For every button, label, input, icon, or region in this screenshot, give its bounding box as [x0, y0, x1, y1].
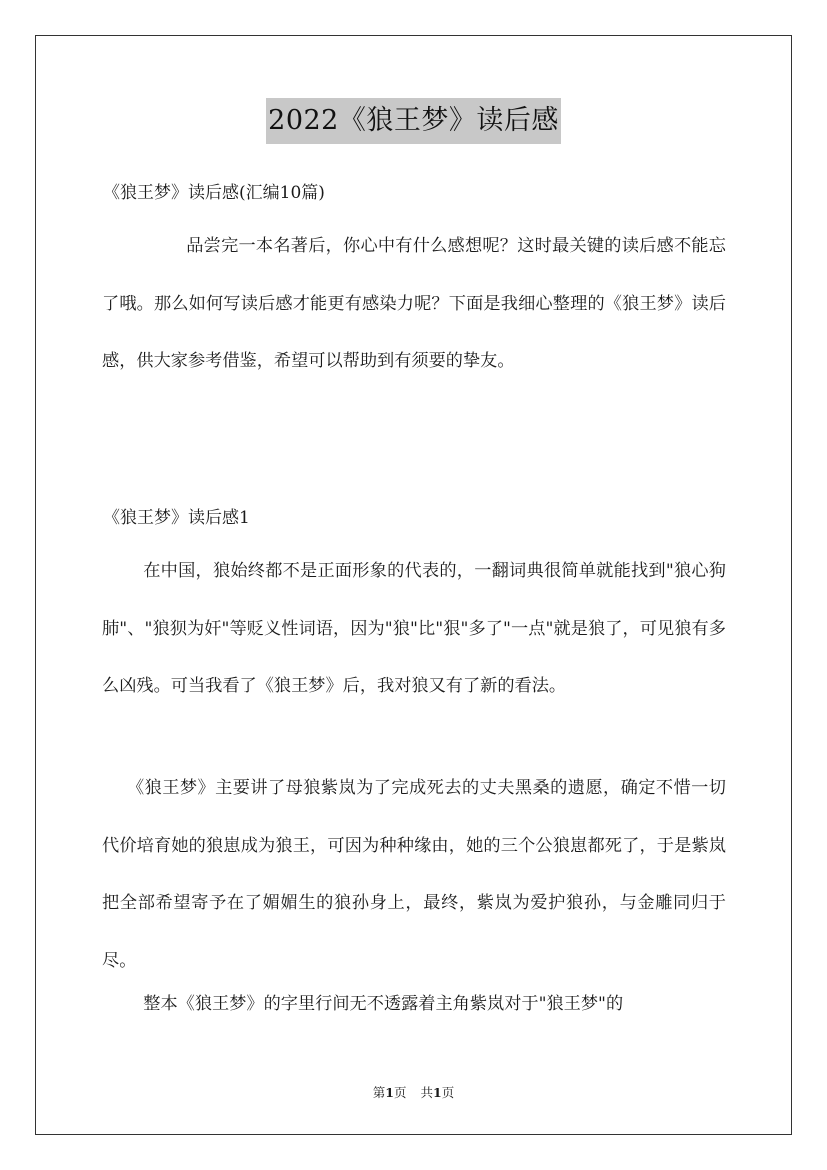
- total-pages: 1: [433, 1085, 442, 1100]
- body-paragraph-2: 《狼王梦》主要讲了母狼紫岚为了完成死去的丈夫黑桑的遗愿，确定不惜一切代价培育她的狼崽成为狼王，可因为种种缘由，她的三个公狼崽都死了，于是紫岚把全部希望寄予在了媚媚生的狼孙身上，最终，紫岚为爱护狼孙，与金雕同归于尽。: [102, 778, 726, 971]
- page-footer: [0, 1083, 827, 1103]
- total-label-prefix: 共: [420, 1085, 434, 1100]
- page-number: 1: [385, 1085, 394, 1100]
- document-title: 2022《狼王梦》读后感: [266, 98, 561, 144]
- page-label-suffix: 页: [393, 1085, 407, 1100]
- intro-paragraph: 品尝完一本名著后，你心中有什么感想呢？这时最关键的读后感不能忘了哦。那么如何写读后感才能更有感染力呢？下面是我细心整理的《狼王梦》读后感，供大家参考借鉴，希望可以帮助到有须要的挚友。: [102, 236, 726, 371]
- section-heading: 《狼王梦》读后感1: [103, 508, 250, 528]
- page-label-prefix: 第: [372, 1085, 386, 1100]
- total-label-suffix: 页: [441, 1085, 455, 1100]
- body-paragraph-3: 整本《狼王梦》的字里行间无不透露着主角紫岚对于"狼王梦"的: [143, 994, 624, 1014]
- title-container: [0, 98, 827, 144]
- document-subtitle: 《狼王梦》读后感(汇编10篇): [103, 183, 325, 203]
- body-paragraph-1: 在中国，狼始终都不是正面形象的代表的，一翻词典很简单就能找到"狼心狗肺"、"狼狈为奸"等贬义性词语，因为"狼"比"狠"多了"一点"就是狼了，可见狼有多么凶残。可当我看了《狼王梦》后，我对狼又有了新的看法。: [102, 561, 726, 696]
